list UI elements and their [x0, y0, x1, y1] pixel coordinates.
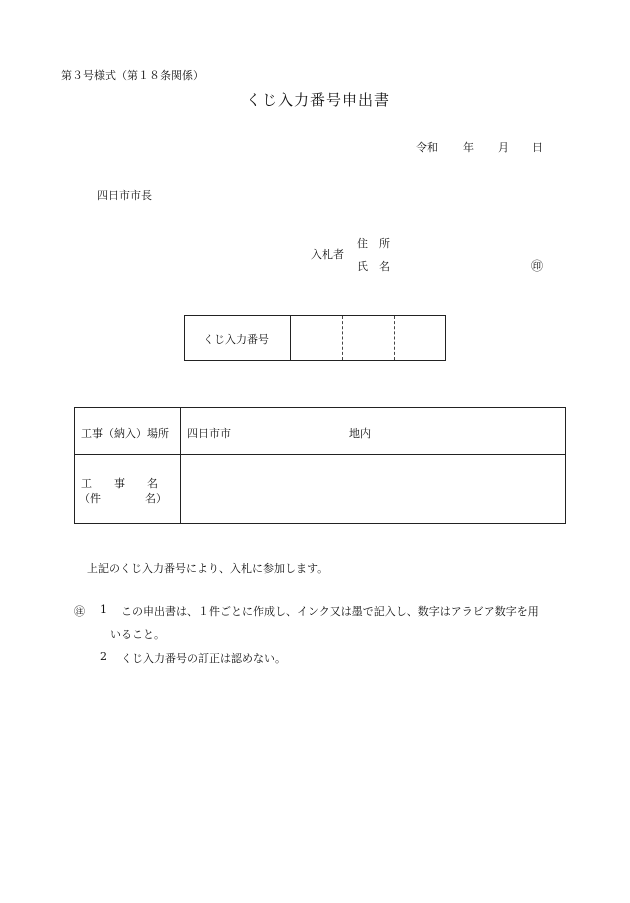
seal-mark: ㊞	[531, 259, 544, 273]
location-suffix: 地内	[349, 427, 371, 440]
kuji-number-box	[184, 315, 446, 361]
date-month: 月	[498, 141, 509, 154]
kuji-digit-field[interactable]	[291, 316, 342, 360]
kuji-digit-field[interactable]	[395, 316, 445, 360]
table-divider-horizontal	[75, 454, 565, 455]
addressee: 四日市市長	[97, 189, 152, 202]
table-divider-vertical	[180, 408, 181, 523]
statement: 上記のくじ入力番号により、入札に参加します。	[87, 562, 329, 575]
date-day: 日	[532, 141, 543, 154]
bidder-label: 入札者	[311, 248, 344, 261]
page-title: くじ入力番号申出書	[246, 91, 391, 109]
location-label: 工事（納入）場所	[81, 427, 169, 440]
note-text-continued: いること。	[110, 628, 165, 641]
date-era: 令和	[416, 141, 438, 154]
date-year: 年	[463, 141, 474, 154]
location-city: 四日市市	[187, 427, 231, 440]
bidder-name-label: 氏 名	[357, 260, 390, 273]
kuji-number-label: くじ入力番号	[203, 333, 269, 346]
note-text: この申出書は、１件ごとに作成し、インク又は墨で記入し、数字はアラビア数字を用	[121, 605, 539, 618]
work-name-field[interactable]	[187, 464, 557, 514]
work-name-label: 工 事 名	[81, 477, 158, 490]
item-name-label: （件 名）	[79, 492, 167, 505]
work-info-table	[74, 407, 566, 524]
note-number: 2	[100, 650, 107, 663]
note-marker: ㊟	[74, 605, 85, 618]
note-number: 1	[100, 603, 107, 616]
kuji-digit-field[interactable]	[343, 316, 394, 360]
form-number: 第３号様式（第１８条関係）	[61, 69, 204, 82]
note-text: くじ入力番号の訂正は認めない。	[121, 652, 286, 665]
bidder-address-label: 住 所	[357, 237, 390, 250]
